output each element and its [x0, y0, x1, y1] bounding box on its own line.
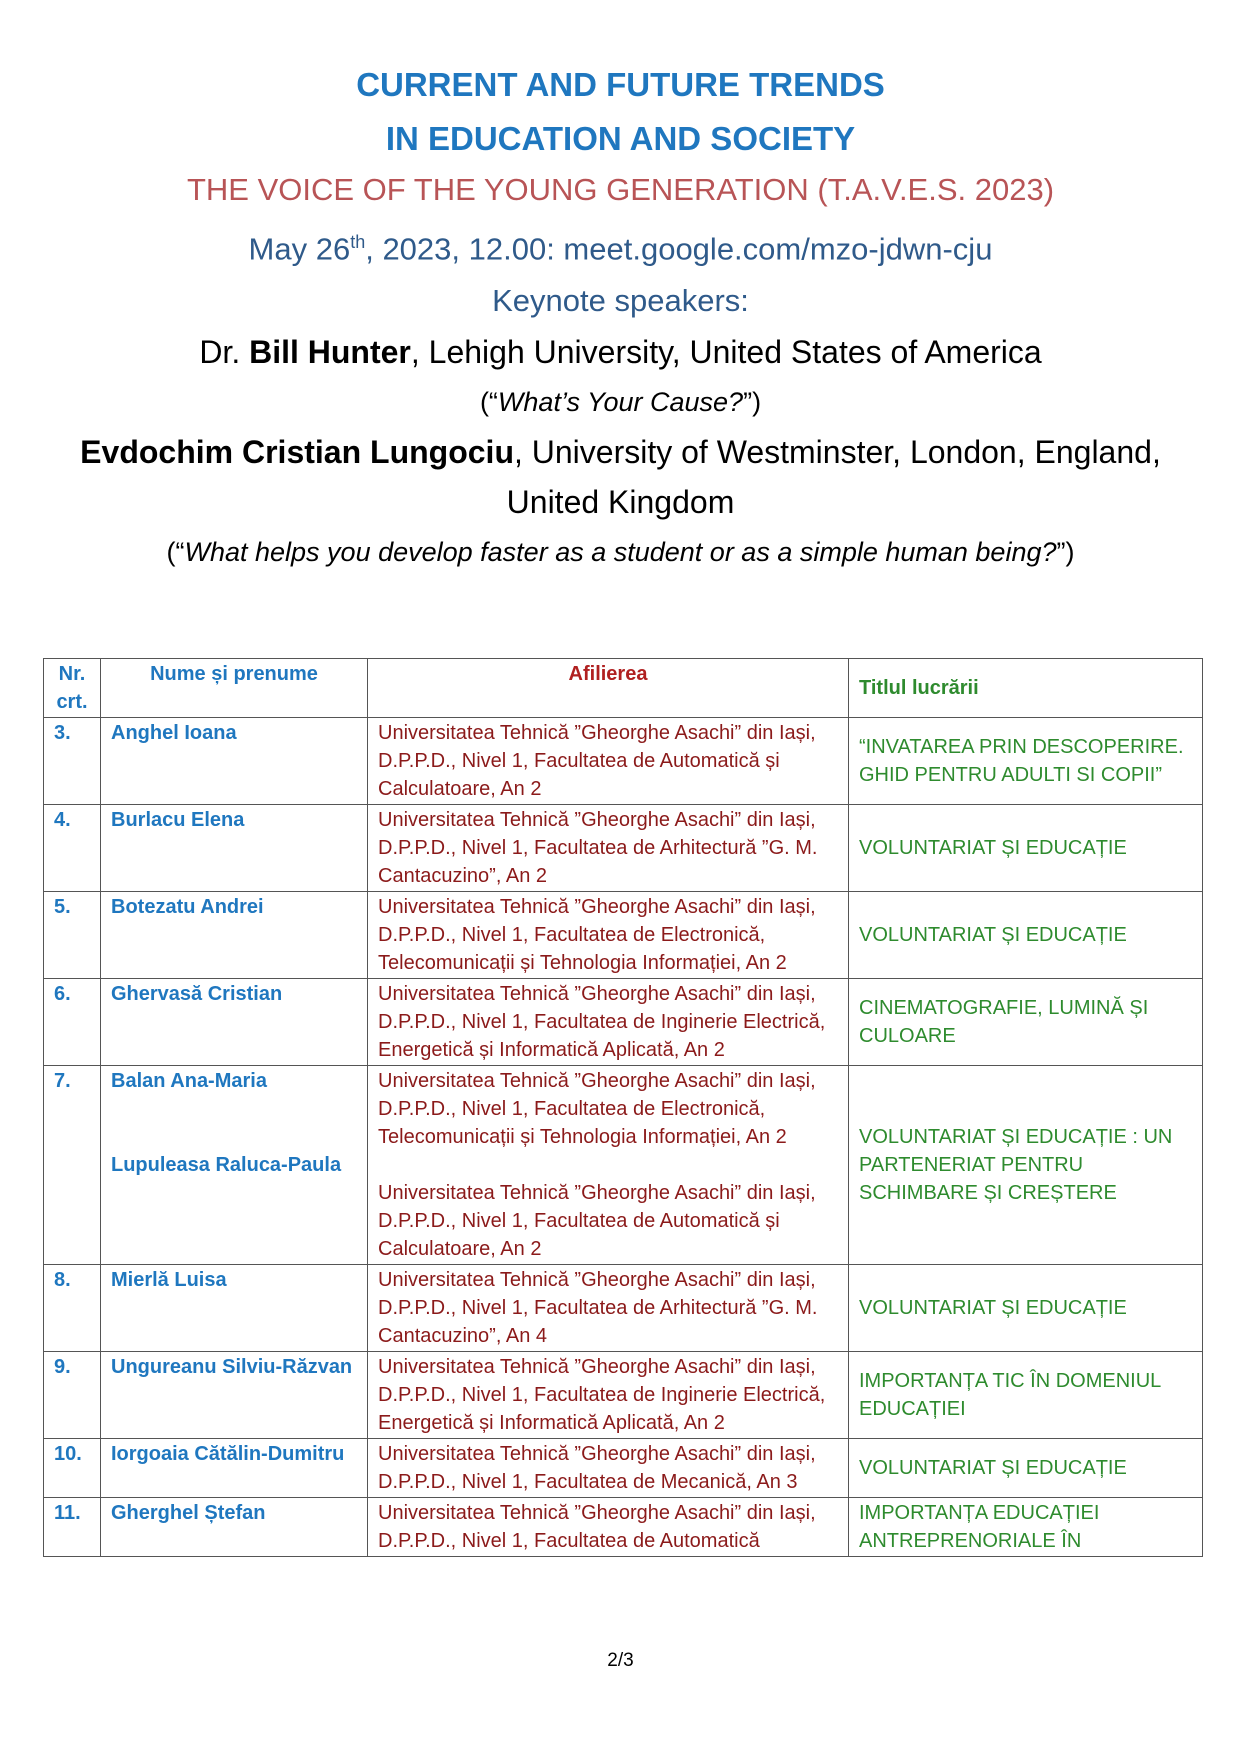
subtitle: THE VOICE OF THE YOUNG GENERATION (T.A.V.E.S. 2023) — [186, 172, 1055, 207]
row-names — [101, 1066, 368, 1265]
header-affiliation: Afilierea — [368, 659, 849, 718]
row-affiliation: Universitatea Tehnică ”Gheorghe Asachi” din Iași, D.P.P.D., Nivel 1, Facultatea de Inginerie Electrică, Energetică și Informatică Aplicată, An 2 — [368, 979, 849, 1066]
table-row — [44, 805, 1203, 892]
row-name: Ghervasă Cristian — [101, 979, 368, 1066]
row-affiliation: Universitatea Tehnică ”Gheorghe Asachi” din Iași, D.P.P.D., Nivel 1, Facultatea de Automatică și Calculatoare, An 2 — [378, 1182, 816, 1260]
table-row — [44, 979, 1203, 1066]
speaker-2-name: Evdochim Cristian Lungociu — [80, 434, 514, 471]
row-affiliation: Universitatea Tehnică ”Gheorghe Asachi” din Iași, D.P.P.D., Nivel 1, Facultatea de Arhitectură ”G. M. Cantacuzino”, An 2 — [368, 805, 849, 892]
row-title: IMPORTANȚA TIC ÎN DOMENIUL EDUCAȚIEI — [849, 1352, 1203, 1439]
speaker-1-name: Bill Hunter — [249, 334, 411, 371]
row-nr: 8. — [44, 1265, 101, 1352]
row-name: Iorgoaia Cătălin-Dumitru — [101, 1439, 368, 1498]
row-name: Burlacu Elena — [101, 805, 368, 892]
row-nr: 4. — [44, 805, 101, 892]
table-row — [44, 1439, 1203, 1498]
page-number: 2/3 — [607, 1650, 634, 1671]
row-title: VOLUNTARIAT ȘI EDUCAȚIE — [849, 1265, 1203, 1352]
row-nr: 3. — [44, 718, 101, 805]
table-row — [44, 1066, 1203, 1265]
document-header — [0, 58, 1241, 577]
speaker-2: Evdochim Cristian Lungociu, University of Westminster, London, England, United Kingdom — [80, 434, 1161, 521]
header-title: Titlul lucrării — [849, 659, 1203, 718]
row-name: Balan Ana-Maria — [111, 1070, 267, 1092]
row-title: VOLUNTARIAT ȘI EDUCAȚIE : UN PARTENERIAT PENTRU SCHIMBARE ȘI CREȘTERE — [849, 1066, 1203, 1265]
row-nr: 10. — [44, 1439, 101, 1498]
row-affiliation: Universitatea Tehnică ”Gheorghe Asachi” din Iași, D.P.P.D., Nivel 1, Facultatea de Arhitectură ”G. M. Cantacuzino”, An 4 — [368, 1265, 849, 1352]
row-nr: 9. — [44, 1352, 101, 1439]
row-affiliation: Universitatea Tehnică ”Gheorghe Asachi” din Iași, D.P.P.D., Nivel 1, Facultatea de Inginerie Electrică, Energetică și Informatică Aplicată, An 2 — [368, 1352, 849, 1439]
row-nr: 6. — [44, 979, 101, 1066]
keynote-label: Keynote speakers: — [492, 283, 749, 319]
row-name: Mierlă Luisa — [101, 1265, 368, 1352]
header-nr: Nr. crt. — [44, 659, 101, 718]
row-name: Gherghel Ștefan — [101, 1498, 368, 1557]
title-line-2: IN EDUCATION AND SOCIETY — [385, 120, 856, 157]
table-row — [44, 1265, 1203, 1352]
row-affiliation: Universitatea Tehnică ”Gheorghe Asachi” din Iași, D.P.P.D., Nivel 1, Facultatea de Automatică — [368, 1498, 849, 1557]
table-row — [44, 1498, 1203, 1557]
row-title: VOLUNTARIAT ȘI EDUCAȚIE — [849, 892, 1203, 979]
row-nr: 5. — [44, 892, 101, 979]
row-title: VOLUNTARIAT ȘI EDUCAȚIE — [849, 805, 1203, 892]
row-name: Ungureanu Silviu-Răzvan — [101, 1352, 368, 1439]
row-name: Botezatu Andrei — [101, 892, 368, 979]
row-title: IMPORTANȚA EDUCAȚIEI ANTREPRENORIALE ÎN — [849, 1498, 1203, 1557]
speaker-2-talk: (“What helps you develop faster as a student or as a simple human being?”) — [166, 537, 1075, 568]
row-title: “INVATAREA PRIN DESCOPERIRE. GHID PENTRU ADULTI SI COPII” — [849, 718, 1203, 805]
row-affiliation: Universitatea Tehnică ”Gheorghe Asachi” din Iași, D.P.P.D., Nivel 1, Facultatea de Electronică, Telecomunicații și Tehnologia Informației, An 2 — [368, 892, 849, 979]
row-title: CINEMATOGRAFIE, LUMINĂ ȘI CULOARE — [849, 979, 1203, 1066]
speaker-1: Dr. Bill Hunter, Lehigh University, United States of America — [199, 334, 1042, 371]
row-affiliation: Universitatea Tehnică ”Gheorghe Asachi” din Iași, D.P.P.D., Nivel 1, Facultatea de Electronică, Telecomunicații și Tehnologia Informației, An 2 — [378, 1070, 816, 1148]
table-row — [44, 718, 1203, 805]
program-table — [43, 658, 1203, 1557]
row-nr: 11. — [44, 1498, 101, 1557]
row-affiliations — [368, 1066, 849, 1265]
table-header-row — [44, 659, 1203, 718]
event-date-link: May 26th, 2023, 12.00: meet.google.com/mzo-jdwn-cju — [248, 231, 993, 267]
table-row — [44, 892, 1203, 979]
header-name: Nume și prenume — [101, 659, 368, 718]
row-affiliation: Universitatea Tehnică ”Gheorghe Asachi” din Iași, D.P.P.D., Nivel 1, Facultatea de Mecanică, An 3 — [368, 1439, 849, 1498]
row-name: Lupuleasa Raluca-Paula — [111, 1154, 342, 1176]
table-row — [44, 1352, 1203, 1439]
row-affiliation: Universitatea Tehnică ”Gheorghe Asachi” din Iași, D.P.P.D., Nivel 1, Facultatea de Automatică și Calculatoare, An 2 — [368, 718, 849, 805]
row-name: Anghel Ioana — [101, 718, 368, 805]
row-title: VOLUNTARIAT ȘI EDUCAȚIE — [849, 1439, 1203, 1498]
row-nr: 7. — [44, 1066, 101, 1265]
title-line-1: CURRENT AND FUTURE TRENDS — [356, 66, 885, 103]
speaker-1-talk: (“What’s Your Cause?”) — [479, 387, 762, 418]
